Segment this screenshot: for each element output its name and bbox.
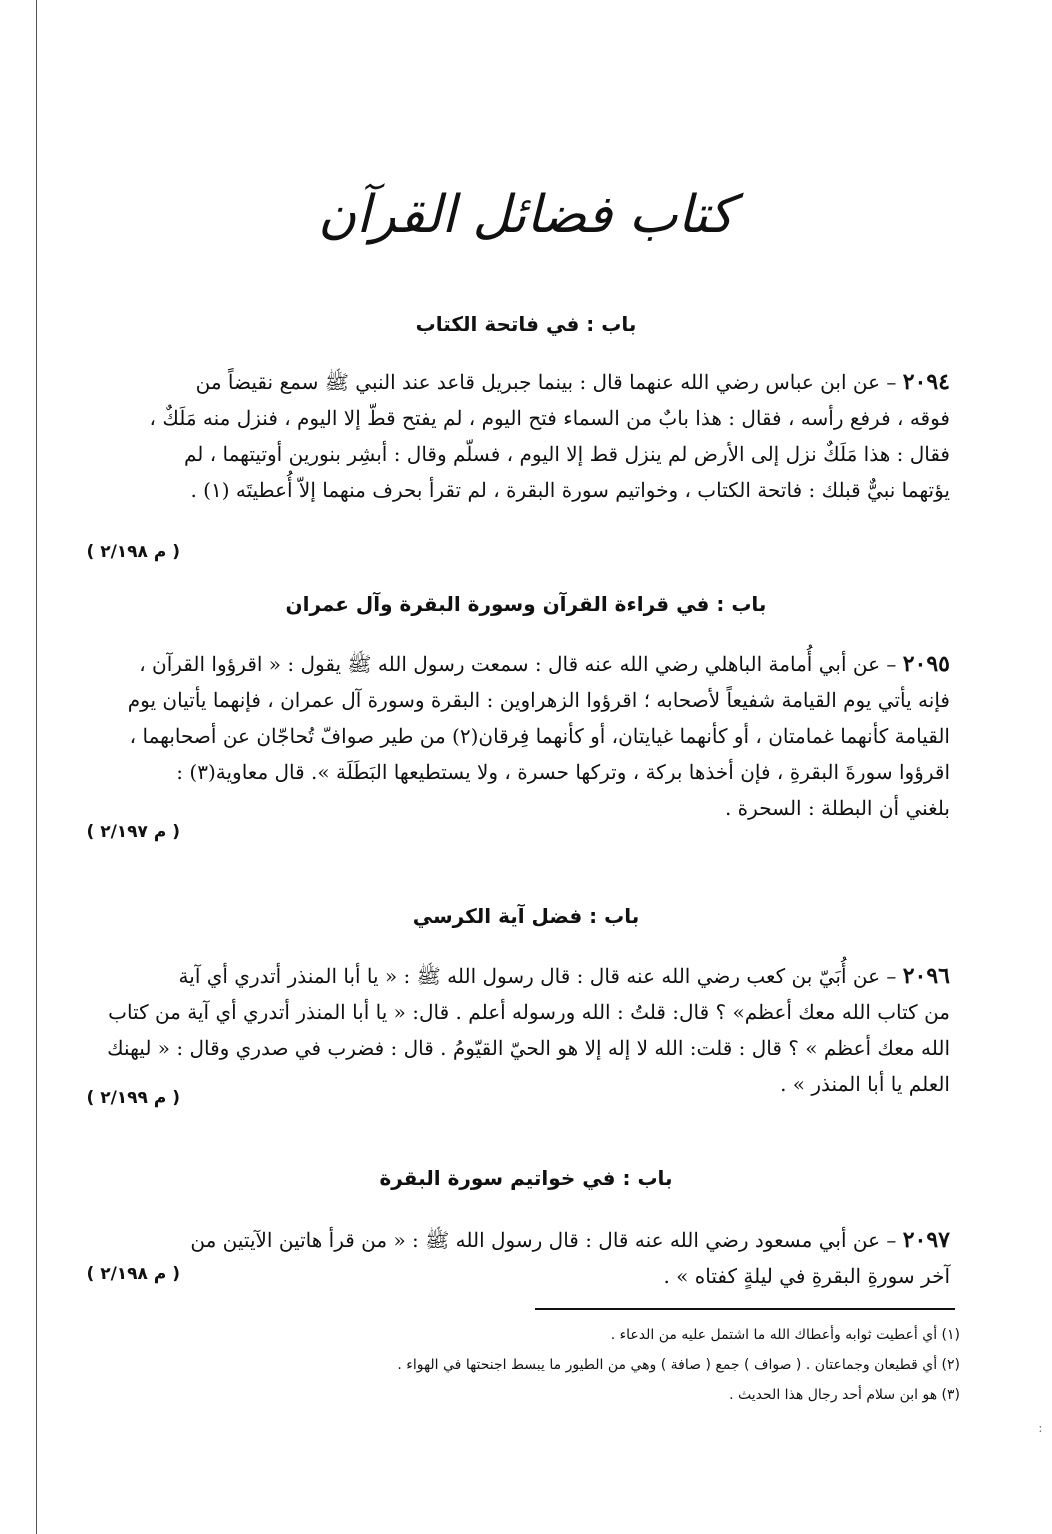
source-reference: ( م ٢/١٩٨ ) xyxy=(86,1264,180,1284)
hadith-number: ٢٠٩٧ xyxy=(902,1227,950,1253)
hadith-2096 xyxy=(30,958,950,1102)
footnote-2: (٢) أي قطيعان وجماعتان . ( صواف ) جمع ( صافة ) وهي من الطيور ما يبسط اجنحتها في الهواء . xyxy=(397,1357,960,1373)
scan-edge-mark: ː xyxy=(1038,1420,1043,1436)
hadith-line: ٢٠٩٤ – عن ابن عباس رضي الله عنهما قال : بينما جبريل قاعد عند النبي ﷺ سمع نقيضاً من xyxy=(195,369,950,395)
hadith-number: ٢٠٩٥ xyxy=(902,651,950,677)
footnote-3: (٣) هو ابن سلام أحد رجال هذا الحديث . xyxy=(729,1387,960,1403)
hadith-line: فوقه ، فرفع رأسه ، فقال : هذا بابٌ من السماء فتح اليوم ، لم يفتح قطّ إلا اليوم ، فنزل منه مَلَكٌ ، xyxy=(149,406,950,430)
hadith-line: الله معك أعظم » ؟ قال : قلت: الله لا إله إلا هو الحيّ القيّومُ . قال : فضرب في صدري وقال : « ليهنك xyxy=(107,1036,950,1060)
hadith-line: ٢٠٩٧ – عن أبي مسعود رضي الله عنه قال : قال رسول الله ﷺ : « من قرأ هاتين الآيتين من xyxy=(190,1227,950,1253)
source-reference: ( م ٢/١٩٩ ) xyxy=(86,1088,180,1108)
hadith-line: فإنه يأتي يوم القيامة شفيعاً لأصحابه ؛ اقرؤوا الزهراوين : البقرة وسورة آل عمران ، فإنهما يأتيان يوم xyxy=(127,688,950,712)
hadith-line: ٢٠٩٦ – عن أُبَيّ بن كعب رضي الله عنه قال : قال رسول الله ﷺ : « يا أبا المنذر أتدري أي آية xyxy=(178,963,950,989)
hadith-line: العلم يا أبا المنذر » . xyxy=(780,1072,950,1096)
hadith-line: من كتاب الله معك أعظم» ؟ قال: قلتُ : الله ورسوله أعلم . قال: « يا أبا المنذر أتدري أي آية من كتاب xyxy=(108,1000,950,1024)
footnote-1: (١) أي أعطيت ثوابه وأعطاك الله ما اشتمل عليه من الدعاء . xyxy=(610,1327,960,1343)
hadith-line: آخر سورةِ البقرةِ في ليلةٍ كفتاه » . xyxy=(663,1264,950,1288)
source-reference: ( م ٢/١٩٧ ) xyxy=(86,822,180,842)
book-title: كتاب فضائل القرآن xyxy=(318,185,734,245)
section-heading-baqara-imran: باب : في قراءة القرآن وسورة البقرة وآل عمران xyxy=(285,592,767,616)
footnote-divider xyxy=(535,1308,955,1310)
footnotes xyxy=(200,1320,960,1410)
source-reference: ( م ٢/١٩٨ ) xyxy=(86,542,180,562)
hadith-line: يؤتهما نبيٌّ قبلك : فاتحة الكتاب ، وخواتيم سورة البقرة ، لم تقرأ بحرف منهما إلاّ أُعطيتَه (١) . xyxy=(190,478,950,502)
hadith-number: ٢٠٩٤ xyxy=(902,369,950,395)
hadith-line: اقرؤوا سورةَ البقرةِ ، فإن أخذها بركة ، وتركها حسرة ، ولا يستطيعها البَطَلَة ». قال معاوية(٣) : xyxy=(176,760,950,784)
section-heading-khawatim: باب : في خواتيم سورة البقرة xyxy=(379,1166,673,1190)
hadith-2095 xyxy=(30,646,950,826)
section-heading-kursi: باب : فضل آية الكرسي xyxy=(412,904,640,928)
section-heading-fatiha: باب : في فاتحة الكتاب xyxy=(415,312,637,336)
hadith-line: فقال : هذا مَلَكٌ نزل إلى الأرض لم ينزل قط إلا اليوم ، فسلّم وقال : أبشِر بنورين أوتيتهما ، لم xyxy=(183,442,950,466)
hadith-line: ٢٠٩٥ – عن أبي أُمامة الباهلي رضي الله عنه قال : سمعت رسول الله ﷺ يقول : « اقرؤوا القرآن ، xyxy=(139,651,950,677)
hadith-2094 xyxy=(30,364,950,508)
hadith-line: بلغني أن البطلة : السحرة . xyxy=(724,796,950,820)
hadith-number: ٢٠٩٦ xyxy=(902,963,950,989)
hadith-line: القيامة كأنهما غمامتان ، أو كأنهما غيايتان، أو كأنهما فِرقان(٢) من طير صوافّ تُحاجّان عن أصحابهما ، xyxy=(129,724,950,748)
